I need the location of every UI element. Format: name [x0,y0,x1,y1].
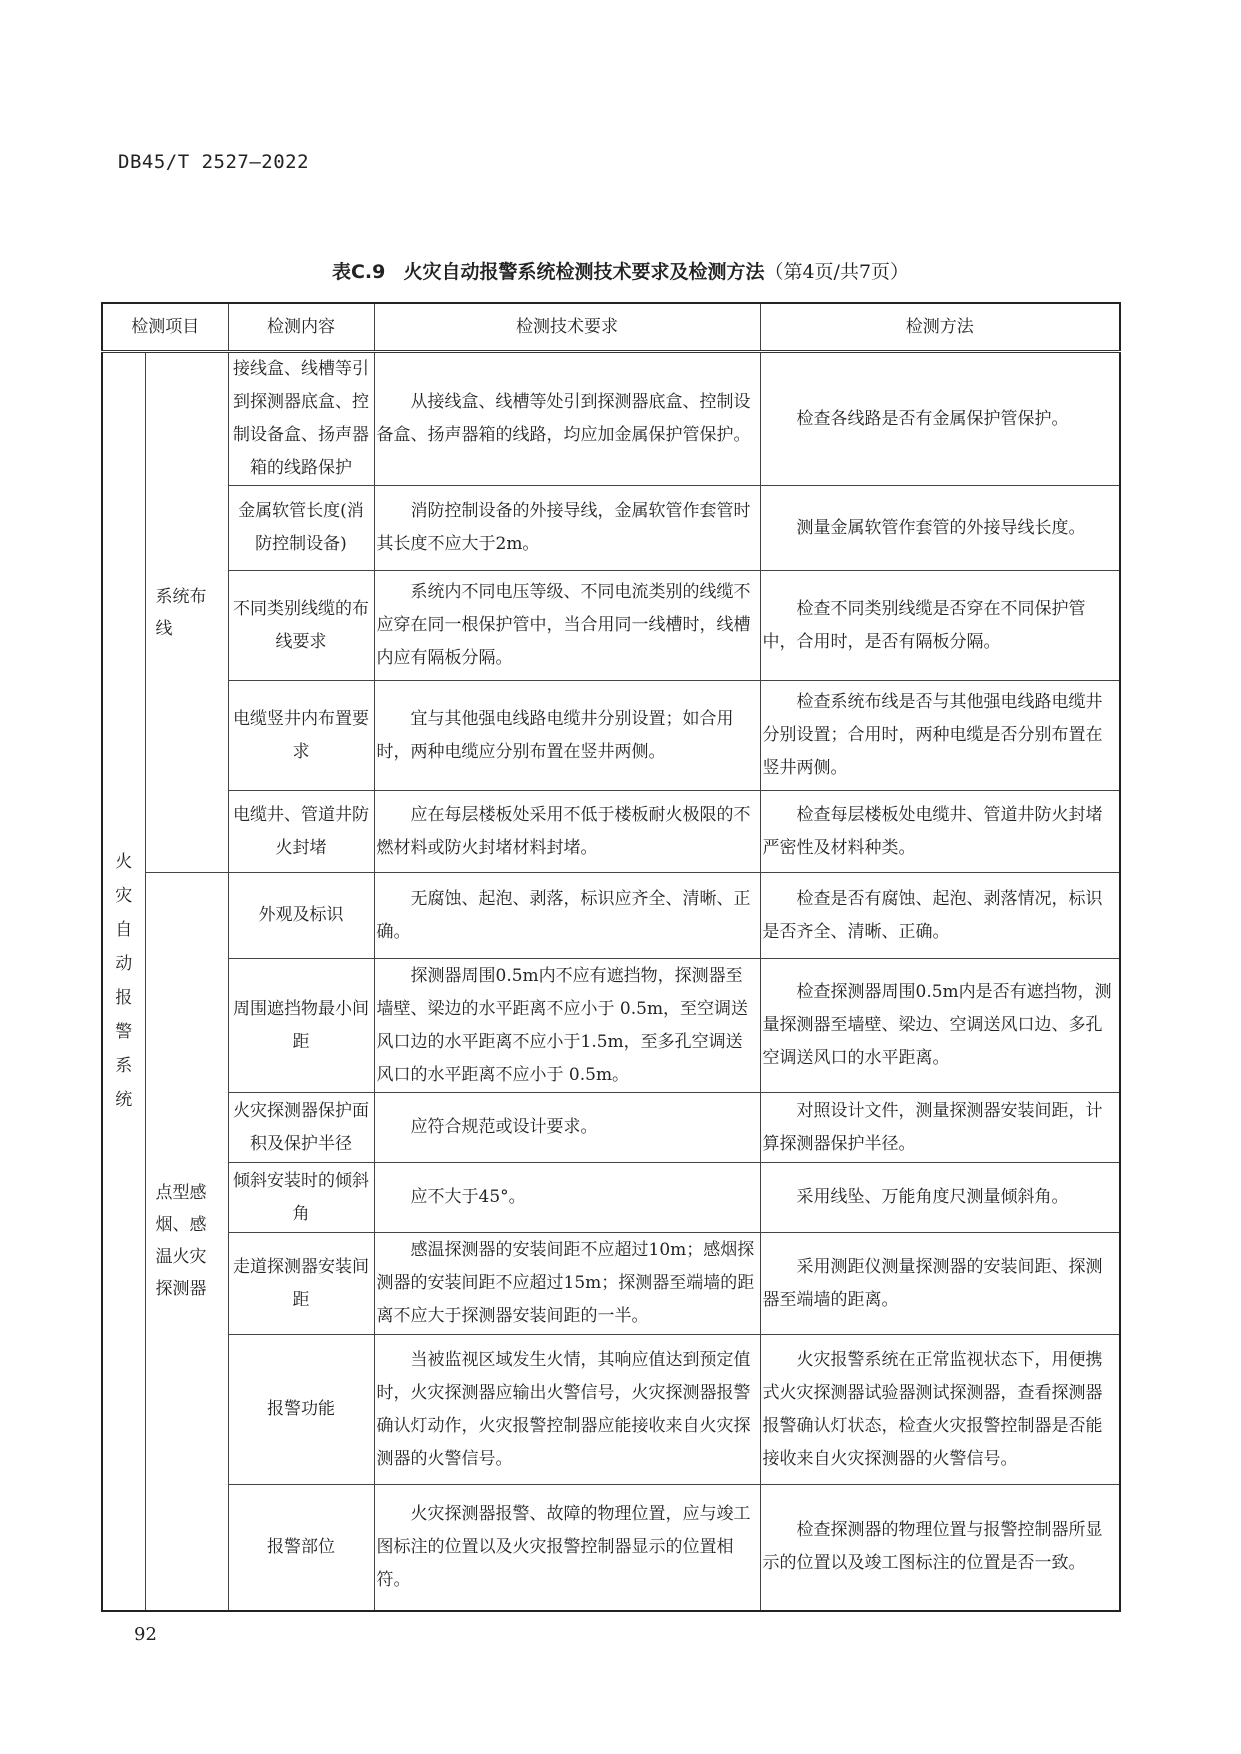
table-row [102,1335,1120,1485]
page-number: 92 [134,1624,157,1645]
inspection-item-cell: 火灾自动报警系统 [102,352,145,1611]
requirement-cell: 当被监视区域发生火情，其响应值达到预定值时，火灾探测器应输出火警信号，火灾探测器报警确认灯动作，火灾报警控制器应能接收来自火灾探测器的火警信号。 [374,1335,760,1485]
inspection-content-cell: 不同类别线缆的布线要求 [228,571,374,681]
method-cell: 采用线坠、万能角度尺测量倾斜角。 [760,1163,1120,1233]
requirement-cell: 从接线盒、线槽等处引到探测器底盒、控制设备盒、扬声器箱的线路，均应加金属保护管保护。 [374,352,760,486]
table-title-text: 火灾自动报警系统检测技术要求及检测方法 [403,261,765,283]
inspection-content-cell: 倾斜安装时的倾斜角 [228,1163,374,1233]
table-row [102,1485,1120,1611]
table-row [102,571,1120,681]
requirement-cell: 系统内不同电压等级、不同电流类别的线缆不应穿在同一根保护管中，当合用同一线槽时，线槽内应有隔板分隔。 [374,571,760,681]
requirement-cell: 宜与其他强电线路电缆井分别设置；如合用时，两种电缆应分别布置在竖井两侧。 [374,681,760,791]
column-header-item: 检测项目 [102,303,228,352]
inspection-group-cell: 系统布线 [145,352,228,873]
inspection-content-cell: 周围遮挡物最小间距 [228,959,374,1093]
method-cell: 检查系统布线是否与其他强电线路电缆井分别设置；合用时，两种电缆是否分别布置在竖井两侧。 [760,681,1120,791]
method-cell: 测量金属软管作套管的外接导线长度。 [760,486,1120,571]
table-row [102,1233,1120,1335]
method-cell: 对照设计文件，测量探测器安装间距，计算探测器保护半径。 [760,1093,1120,1163]
method-cell: 检查探测器周围0.5m内是否有遮挡物，测量探测器至墙壁、梁边、空调送风口边、多孔空调送风口的水平距离。 [760,959,1120,1093]
inspection-content-cell: 报警功能 [228,1335,374,1485]
requirement-cell: 感温探测器的安装间距不应超过10m；感烟探测器的安装间距不应超过15m；探测器至端墙的距离不应大于探测器安装间距的一半。 [374,1233,760,1335]
table-row [102,873,1120,959]
inspection-content-cell: 电缆井、管道井防火封堵 [228,791,374,873]
inspection-content-cell: 报警部位 [228,1485,374,1611]
method-cell: 检查每层楼板处电缆井、管道井防火封堵严密性及材料种类。 [760,791,1120,873]
column-header-content: 检测内容 [228,303,374,352]
method-cell: 检查各线路是否有金属保护管保护。 [760,352,1120,486]
table-row [102,1163,1120,1233]
table-title [0,257,1241,284]
table-page-info: （第4页/共7页） [764,261,910,283]
inspection-content-cell: 电缆竖井内布置要求 [228,681,374,791]
requirement-cell: 火灾探测器报警、故障的物理位置，应与竣工图标注的位置以及火灾报警控制器显示的位置相符。 [374,1485,760,1611]
requirement-cell: 应不大于45°。 [374,1163,760,1233]
inspection-content-cell: 接线盒、线槽等引到探测器底盒、控制设备盒、扬声器箱的线路保护 [228,352,374,486]
inspection-group-cell: 点型感烟、感温火灾探测器 [145,873,228,1611]
table-header-row [102,303,1120,352]
inspection-content-cell: 走道探测器安装间距 [228,1233,374,1335]
method-cell: 采用测距仪测量探测器的安装间距、探测器至端墙的距离。 [760,1233,1120,1335]
table-row [102,352,1120,486]
table-row [102,1093,1120,1163]
table-number: 表C.9 [331,261,386,283]
inspection-content-cell: 外观及标识 [228,873,374,959]
requirement-cell: 应符合规范或设计要求。 [374,1093,760,1163]
column-header-method: 检测方法 [760,303,1120,352]
requirement-cell: 应在每层楼板处采用不低于楼板耐火极限的不燃材料或防火封堵材料封堵。 [374,791,760,873]
inspection-table [101,302,1121,1612]
requirement-cell: 探测器周围0.5m内不应有遮挡物，探测器至墙壁、梁边的水平距离不应小于 0.5m，至空调送风口边的水平距离不应小于1.5m，至多孔空调送风口的水平距离不应小于 0.5m。 [374,959,760,1093]
method-cell: 检查是否有腐蚀、起泡、剥落情况，标识是否齐全、清晰、正确。 [760,873,1120,959]
requirement-cell: 消防控制设备的外接导线，金属软管作套管时其长度不应大于2m。 [374,486,760,571]
method-cell: 检查探测器的物理位置与报警控制器所显示的位置以及竣工图标注的位置是否一致。 [760,1485,1120,1611]
table-row [102,681,1120,791]
inspection-content-cell: 金属软管长度(消防控制设备) [228,486,374,571]
table-row [102,959,1120,1093]
method-cell: 火灾报警系统在正常监视状态下，用便携式火灾探测器试验器测试探测器，查看探测器报警确认灯状态，检查火灾报警控制器是否能接收来自火灾探测器的火警信号。 [760,1335,1120,1485]
requirement-cell: 无腐蚀、起泡、剥落，标识应齐全、清晰、正确。 [374,873,760,959]
table-row [102,791,1120,873]
document-code: DB45/T 2527—2022 [118,151,310,173]
table-row [102,486,1120,571]
inspection-content-cell: 火灾探测器保护面积及保护半径 [228,1093,374,1163]
method-cell: 检查不同类别线缆是否穿在不同保护管中，合用时，是否有隔板分隔。 [760,571,1120,681]
column-header-requirement: 检测技术要求 [374,303,760,352]
